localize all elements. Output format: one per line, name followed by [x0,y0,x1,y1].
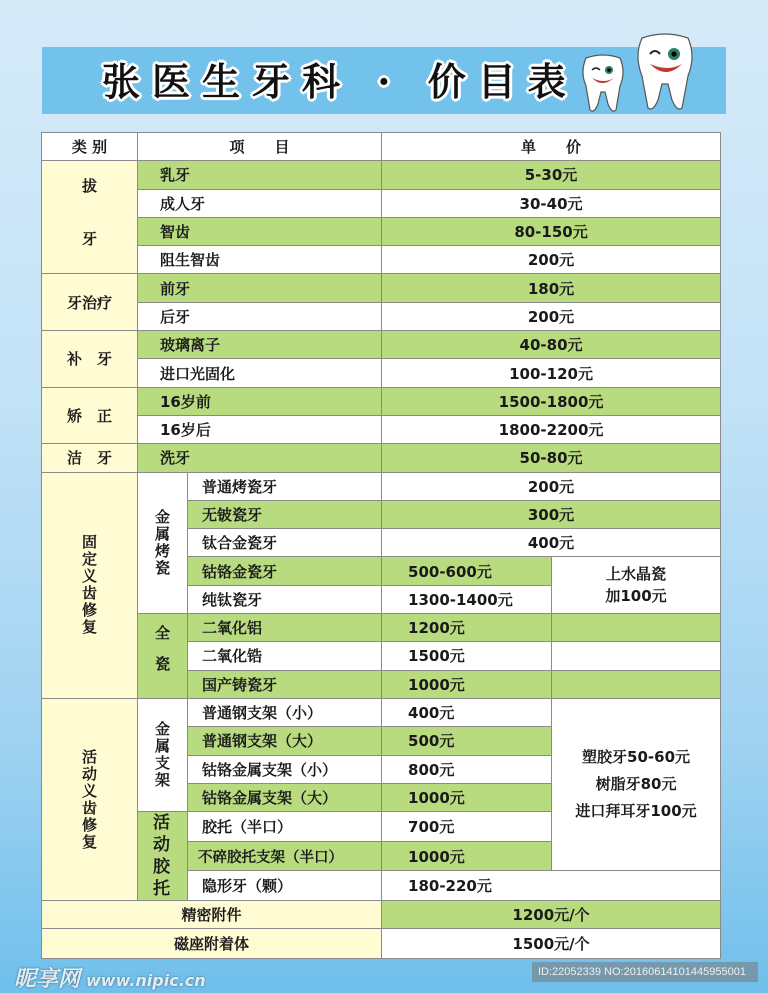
price-cell: 180元 [382,274,721,302]
watermark-id: ID:22052339 NO:20160614101445955001 [532,962,758,982]
category-removable-denture: 活动义齿修复 [42,698,138,900]
item-cell: 普通钢支架（小） [188,698,382,726]
item-cell: 阻生智齿 [138,246,382,274]
empty-cell [552,670,721,698]
item-cell: 钛合金瓷牙 [188,529,382,557]
item-cell: 玻璃离子 [138,331,382,359]
price-cell: 1000元 [382,670,552,698]
watermark-logo: 昵享网 www.nipic.cn [14,967,206,992]
price-cell: 800元 [382,755,552,783]
price-cell: 80-150元 [382,217,721,245]
item-cell: 16岁后 [138,415,382,443]
price-cell: 1300-1400元 [382,585,552,613]
item-cell: 二氧化锆 [188,642,382,670]
table-row [42,217,721,245]
price-cell: 1200元 [382,614,552,642]
table-row [42,331,721,359]
item-cell: 进口光固化 [138,359,382,387]
table-row [42,302,721,330]
large-tooth-mascot-icon [632,30,698,112]
item-cell: 后牙 [138,302,382,330]
item-cell: 二氧化铝 [188,614,382,642]
price-table [41,132,721,959]
header-item: 项 目 [138,133,382,161]
small-tooth-mascot-icon [578,52,628,114]
subcategory-metal-frame: 金属支架 [138,698,188,811]
artificial-teeth-note: 塑胶牙50-60元 树脂牙80元 进口拜耳牙100元 [552,698,721,871]
item-cell: 钴铬金属支架（小） [188,755,382,783]
subcategory-resin-base: 活动胶托 [138,812,188,901]
subcategory-all-ceramic: 全瓷 [138,614,188,699]
item-cell: 不碎胶托支架（半口） [188,841,382,871]
item-cell: 智齿 [138,217,382,245]
price-cell: 180-220元 [382,871,721,901]
item-cell: 16岁前 [138,387,382,415]
price-cell: 100-120元 [382,359,721,387]
table-row [42,359,721,387]
price-cell: 1000元 [382,841,552,871]
table-row [42,444,721,472]
item-cell: 精密附件 [42,901,382,929]
table-row [42,901,721,929]
item-cell: 纯钛瓷牙 [188,585,382,613]
table-row [42,415,721,443]
price-cell: 700元 [382,812,552,842]
table-row [42,161,721,189]
item-cell: 钴铬金瓷牙 [188,557,382,585]
subcategory-metal-ceramic: 金属烤瓷 [138,472,188,613]
table-row [42,274,721,302]
header-price: 单 价 [382,133,721,161]
item-cell: 前牙 [138,274,382,302]
empty-cell [552,642,721,670]
category-filling: 补 牙 [42,331,138,388]
item-cell: 成人牙 [138,189,382,217]
table-row [42,929,721,959]
price-cell: 1800-2200元 [382,415,721,443]
price-cell: 400元 [382,698,552,726]
item-cell: 乳牙 [138,161,382,189]
item-cell: 国产铸瓷牙 [188,670,382,698]
price-cell: 1500元 [382,642,552,670]
item-cell: 普通烤瓷牙 [188,472,382,500]
price-cell: 30-40元 [382,189,721,217]
crystal-porcelain-note: 上水晶瓷 加100元 [552,557,721,614]
item-cell: 隐形牙（颗） [188,871,382,901]
price-cell: 40-80元 [382,331,721,359]
table-row [42,472,721,500]
item-cell: 磁座附着体 [42,929,382,959]
price-cell: 5-30元 [382,161,721,189]
category-treatment: 牙治疗 [42,274,138,331]
item-cell: 洗牙 [138,444,382,472]
price-cell: 50-80元 [382,444,721,472]
table-header-row [42,133,721,161]
price-cell: 1500元/个 [382,929,721,959]
page-title: 张医生牙科 · 价目表 [102,59,578,104]
price-cell: 500元 [382,727,552,755]
item-cell: 普通钢支架（大） [188,727,382,755]
table-row [42,387,721,415]
table-row [42,189,721,217]
item-cell: 胶托（半口） [188,812,382,842]
price-cell: 1500-1800元 [382,387,721,415]
price-cell: 400元 [382,529,721,557]
table-row [42,698,721,726]
header-category: 类 别 [42,133,138,161]
price-cell: 200元 [382,246,721,274]
price-cell: 1000元 [382,783,552,811]
price-cell: 200元 [382,302,721,330]
price-cell: 500-600元 [382,557,552,585]
table-row [42,246,721,274]
category-ortho: 矫 正 [42,387,138,444]
empty-cell [552,614,721,642]
category-fixed-denture: 固定义齿修复 [42,472,138,698]
price-cell: 200元 [382,472,721,500]
category-cleaning: 洁 牙 [42,444,138,472]
category-extraction: 拔 牙 [42,161,138,274]
price-cell: 1200元/个 [382,901,721,929]
table-row [42,614,721,642]
price-cell: 300元 [382,500,721,528]
item-cell: 钴铬金属支架（大） [188,783,382,811]
item-cell: 无铍瓷牙 [188,500,382,528]
